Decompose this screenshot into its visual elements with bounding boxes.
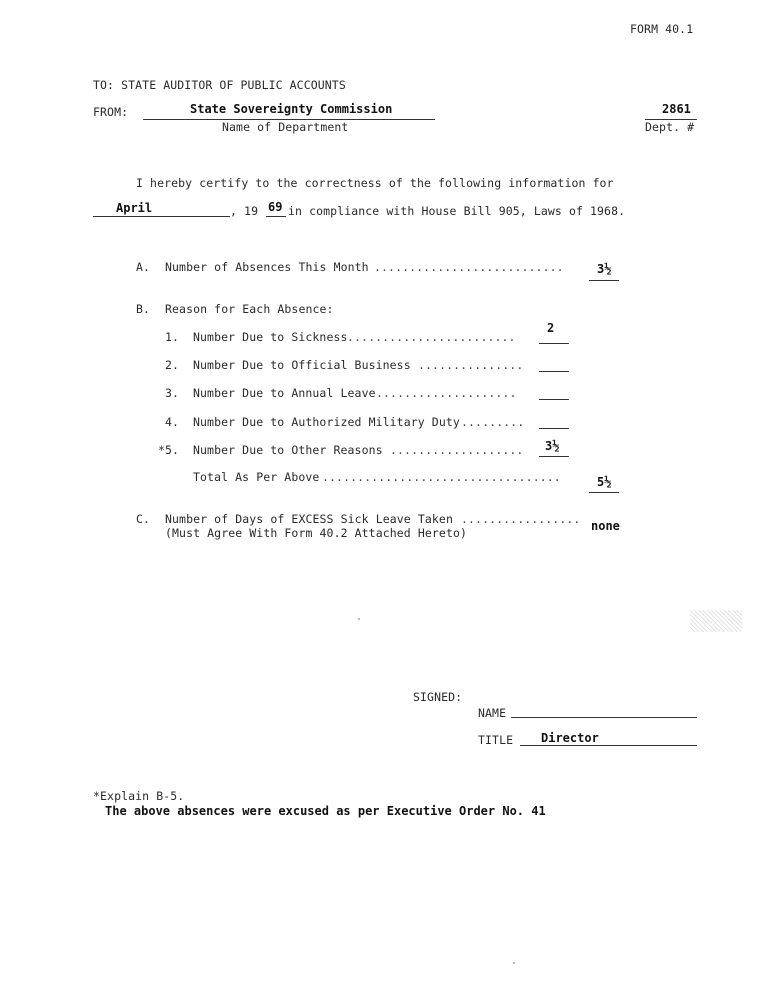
year-prefix: , 19 bbox=[230, 204, 259, 218]
explain-label: *Explain B-5. bbox=[93, 789, 185, 803]
item-b-4-dots: ......... bbox=[461, 415, 525, 429]
item-b-letter: B. bbox=[136, 302, 151, 316]
month-value: April bbox=[116, 201, 153, 215]
item-c-letter: C. bbox=[136, 512, 151, 526]
item-c-sublabel: (Must Agree With Form 40.2 Attached Hereto) bbox=[165, 526, 468, 540]
signed-label: SIGNED: bbox=[413, 690, 463, 704]
total-value: 5½ bbox=[597, 475, 612, 489]
dept-number: 2861 bbox=[662, 102, 691, 116]
from-label: FROM: bbox=[93, 105, 129, 119]
item-b-3-num: 3. bbox=[165, 386, 180, 400]
title-value: Director bbox=[541, 731, 599, 745]
item-b-4-label: Number Due to Authorized Military Duty bbox=[193, 415, 460, 429]
item-b-1-underline bbox=[539, 343, 569, 344]
item-b-3-label: Number Due to Annual Leave bbox=[193, 386, 376, 400]
item-b-label: Reason for Each Absence: bbox=[165, 302, 334, 316]
item-b-5-underline bbox=[539, 456, 569, 457]
item-c-dots: ................. bbox=[461, 512, 581, 526]
year-suffix: 69 bbox=[268, 200, 283, 214]
item-b-5-label: Number Due to Other Reasons bbox=[193, 443, 383, 457]
total-label: Total As Per Above bbox=[193, 470, 320, 484]
dept-caption: Dept. # bbox=[645, 120, 695, 134]
item-c-value: none bbox=[591, 519, 620, 533]
item-b-1-num: 1. bbox=[165, 330, 180, 344]
title-line bbox=[520, 745, 697, 746]
item-a-underline bbox=[589, 280, 619, 281]
name-label: NAME bbox=[478, 706, 507, 720]
title-label: TITLE bbox=[478, 733, 514, 747]
department-name: State Sovereignty Commission bbox=[190, 102, 393, 116]
certify-text: I hereby certify to the correctness of the following information for bbox=[136, 176, 614, 190]
item-c-label: Number of Days of EXCESS Sick Leave Taken bbox=[165, 512, 453, 526]
item-b-3-underline bbox=[539, 399, 569, 400]
scan-noise bbox=[690, 610, 742, 632]
to-line: TO: STATE AUDITOR OF PUBLIC ACCOUNTS bbox=[93, 78, 346, 92]
item-a-label: Number of Absences This Month bbox=[165, 260, 369, 274]
department-caption: Name of Department bbox=[222, 120, 349, 134]
item-b-3-dots: .................... bbox=[376, 386, 517, 400]
item-b-2-label: Number Due to Official Business bbox=[193, 358, 411, 372]
item-b-4-num: 4. bbox=[165, 415, 180, 429]
item-b-2-num: 2. bbox=[165, 358, 180, 372]
item-b-4-underline bbox=[539, 428, 569, 429]
item-a-letter: A. bbox=[136, 260, 151, 274]
item-b-1-dots: ........................ bbox=[347, 330, 516, 344]
compliance-text: in compliance with House Bill 905, Laws of 1968. bbox=[288, 204, 626, 218]
total-underline bbox=[589, 492, 619, 493]
explain-text: The above absences were excused as per Executive Order No. 41 bbox=[105, 804, 546, 818]
item-b-2-dots: ............... bbox=[418, 358, 524, 372]
scan-speck bbox=[513, 962, 515, 964]
month-underline bbox=[93, 216, 230, 217]
item-b-2-underline bbox=[539, 371, 569, 372]
item-b-1-label: Number Due to Sickness bbox=[193, 330, 348, 344]
name-line bbox=[511, 717, 697, 718]
item-b-1-value: 2 bbox=[547, 321, 555, 335]
item-b-5-dots: ................... bbox=[390, 443, 524, 457]
form-number: FORM 40.1 bbox=[630, 22, 694, 36]
item-a-dots: ........................... bbox=[374, 260, 564, 274]
item-a-value: 3½ bbox=[597, 262, 612, 276]
item-b-5-num: *5. bbox=[158, 443, 180, 457]
item-b-5-value: 3½ bbox=[545, 439, 560, 453]
scan-speck bbox=[358, 618, 360, 620]
year-underline bbox=[266, 216, 286, 217]
total-dots: .................................. bbox=[322, 470, 561, 484]
